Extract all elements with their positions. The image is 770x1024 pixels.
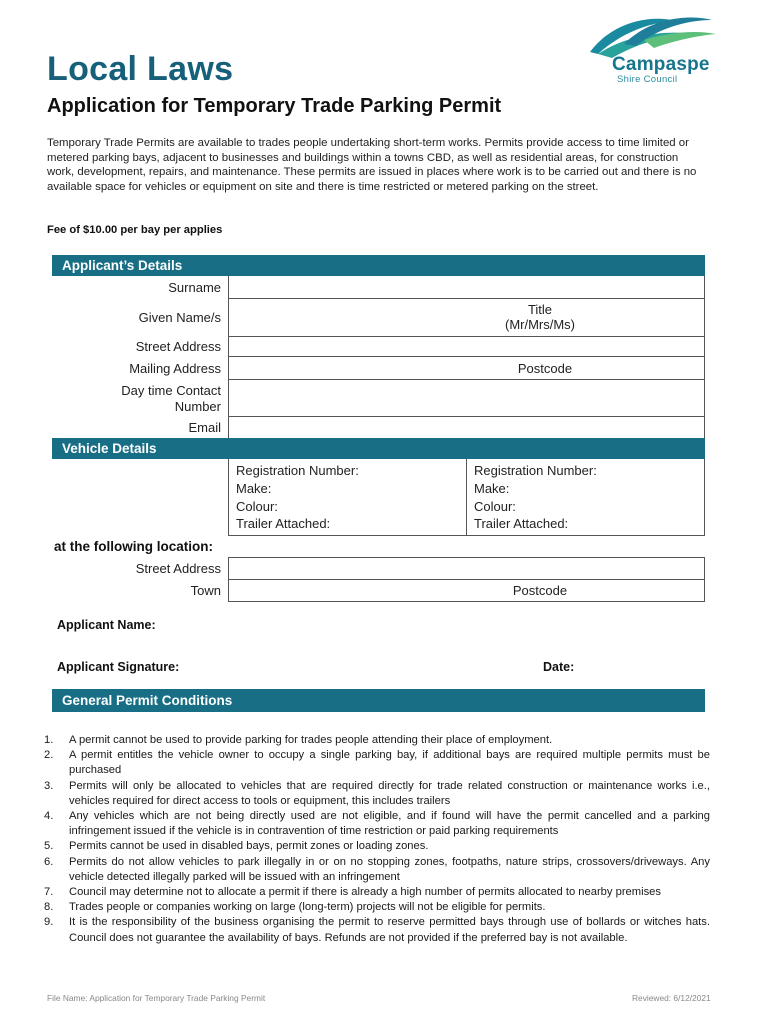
- vehicle-1-registration-label: Registration Number:: [236, 463, 359, 478]
- date-label: Date:: [543, 660, 575, 674]
- vehicle-1-make-label: Make:: [236, 480, 272, 496]
- applicant-details-header: Applicant’s Details: [52, 255, 705, 276]
- grid-line: [228, 276, 229, 438]
- condition-number: 8.: [44, 901, 54, 914]
- condition-text: Trades people or companies working on large (long-term) projects will not be eligible for permits.: [69, 901, 546, 914]
- location-postcode-label: Postcode: [512, 583, 568, 598]
- grid-line: [704, 276, 705, 438]
- grid-line: [228, 416, 705, 417]
- town-label: Town: [190, 583, 221, 598]
- location-street-field[interactable]: [230, 559, 702, 578]
- grid-line: [228, 535, 705, 536]
- applicant-signature-field[interactable]: [200, 654, 530, 676]
- given-names-field[interactable]: [230, 300, 460, 335]
- email-field[interactable]: [230, 418, 702, 437]
- applicant-name-label: Applicant Name:: [57, 618, 156, 632]
- logo-subtext: Shire Council: [617, 74, 678, 85]
- given-names-label: Given Name/s: [138, 310, 221, 325]
- condition-item: [44, 748, 710, 778]
- grid-line: [704, 459, 705, 536]
- condition-text: Permits cannot be used in disabled bays, permit zones or loading zones.: [69, 840, 429, 853]
- street-address-label: Street Address: [135, 339, 221, 354]
- grid-line: [228, 336, 705, 337]
- condition-text: Permits will only be allocated to vehicles that are required directly for trade related construction or maintenance works i.e., vehicles required for direct access to tools or equipment, this includes trailers: [69, 779, 710, 807]
- grid-line: [228, 557, 705, 558]
- conditions-list: [44, 733, 710, 946]
- condition-item: [44, 809, 710, 839]
- condition-number: 2.: [44, 749, 54, 762]
- street-address-field[interactable]: [230, 338, 702, 355]
- surname-field[interactable]: [230, 278, 702, 297]
- surname-label: Surname: [168, 280, 221, 295]
- grid-line: [466, 459, 467, 536]
- condition-item: [44, 733, 710, 748]
- condition-number: 4.: [44, 810, 54, 823]
- condition-text: A permit cannot be used to provide parking for trades people attending their place of employment.: [69, 734, 553, 746]
- vehicle-2-trailer-label: Trailer Attached:: [474, 516, 569, 532]
- conditions-header: General Permit Conditions: [52, 689, 705, 712]
- condition-item: [44, 779, 710, 809]
- grid-line: [228, 356, 705, 357]
- vehicle-1-block[interactable]: [236, 462, 359, 533]
- grid-line: [228, 557, 229, 602]
- grid-line: [228, 379, 705, 380]
- form-subtitle: Application for Temporary Trade Parking Permit: [47, 95, 502, 117]
- grid-line: [228, 298, 705, 299]
- applicant-signature-label: Applicant Signature:: [57, 660, 180, 674]
- mailing-address-label: Mailing Address: [129, 361, 221, 376]
- condition-number: 9.: [44, 916, 54, 929]
- mailing-address-field[interactable]: [230, 358, 480, 378]
- title-label: Title (Mr/Mrs/Ms): [504, 302, 576, 332]
- vehicle-2-registration-label: Registration Number:: [474, 463, 597, 478]
- condition-number: 5.: [44, 840, 54, 853]
- condition-number: 3.: [44, 779, 54, 792]
- condition-item: [44, 885, 710, 900]
- location-heading: at the following location:: [54, 539, 213, 554]
- grid-line: [228, 601, 705, 602]
- condition-text: Permits do not allow vehicles to park illegally in or on no stopping zones, footpaths, nature strips, crossovers/driveways. Any vehicle detected illegally parked will be issued with an infringement: [69, 855, 710, 883]
- location-postcode-field[interactable]: [620, 581, 702, 600]
- condition-text: A permit entitles the vehicle owner to occupy a single parking bay, if additional bays are required multiple permits must be purchased: [69, 749, 710, 777]
- condition-item: [44, 855, 710, 885]
- vehicle-details-header: Vehicle Details: [52, 438, 705, 459]
- condition-number: 6.: [44, 855, 54, 868]
- grid-line: [704, 557, 705, 602]
- intro-paragraph: Temporary Trade Permits are available to trades people undertaking short-term works. Permits provide access to time limited or metered parking bays, adjacent to businesses and buildings within a towns CBD, as well as residential areas, for construction work, development, repairs, and maintenance. These permits are issued in places where work is to be carried out and there is no available space for vehicles or equipment on site and there is time restricted or metered parking on the street.: [47, 137, 697, 193]
- condition-item: [44, 839, 710, 854]
- grid-line: [228, 459, 229, 536]
- footer-reviewed: Reviewed: 6/12/2021: [632, 993, 711, 1003]
- vehicle-2-colour-label: Colour:: [474, 498, 516, 514]
- postcode-field[interactable]: [620, 358, 702, 378]
- title-field[interactable]: [640, 300, 702, 335]
- date-field[interactable]: [585, 654, 705, 676]
- postcode-label: Postcode: [517, 361, 573, 376]
- logo-wordmark: Campaspe: [612, 54, 710, 75]
- vehicle-1-colour-label: Colour:: [236, 498, 278, 514]
- vehicle-2-make-label: Make:: [474, 480, 510, 496]
- condition-number: 7.: [44, 886, 54, 899]
- email-label: Email: [188, 420, 221, 435]
- page-title: Local Laws: [47, 50, 234, 88]
- contact-number-label: Day time Contact Number: [121, 383, 221, 414]
- applicant-name-field[interactable]: [170, 614, 705, 634]
- location-street-label: Street Address: [135, 561, 221, 576]
- condition-text: Any vehicles which are not being directly used are not eligible, and if found will have the permit cancelled and a parking infringement issued if the vehicle is in contravention of time restriction or paid parking requirements: [69, 810, 710, 838]
- condition-text: Council may determine not to allocate a permit if there is already a high number of permits allocated to nearby premises: [69, 886, 661, 899]
- contact-number-field[interactable]: [230, 381, 702, 415]
- footer-file-name: File Name: Application for Temporary Trade Parking Permit: [47, 993, 266, 1003]
- fee-note: Fee of $10.00 per bay per applies: [47, 224, 223, 236]
- vehicle-2-block[interactable]: [474, 462, 597, 533]
- condition-number: 1.: [44, 734, 54, 746]
- vehicle-1-trailer-label: Trailer Attached:: [236, 516, 331, 532]
- grid-line: [228, 579, 705, 580]
- condition-item: [44, 900, 710, 915]
- condition-text: It is the responsibility of the business organising the permit to reserve permitted bays through use of bollards or witches hats. Council does not guarantee the availability of bays. Refunds are not provided if the preferred bay is not available.: [69, 916, 710, 944]
- town-field[interactable]: [230, 581, 460, 600]
- condition-item: [44, 915, 710, 945]
